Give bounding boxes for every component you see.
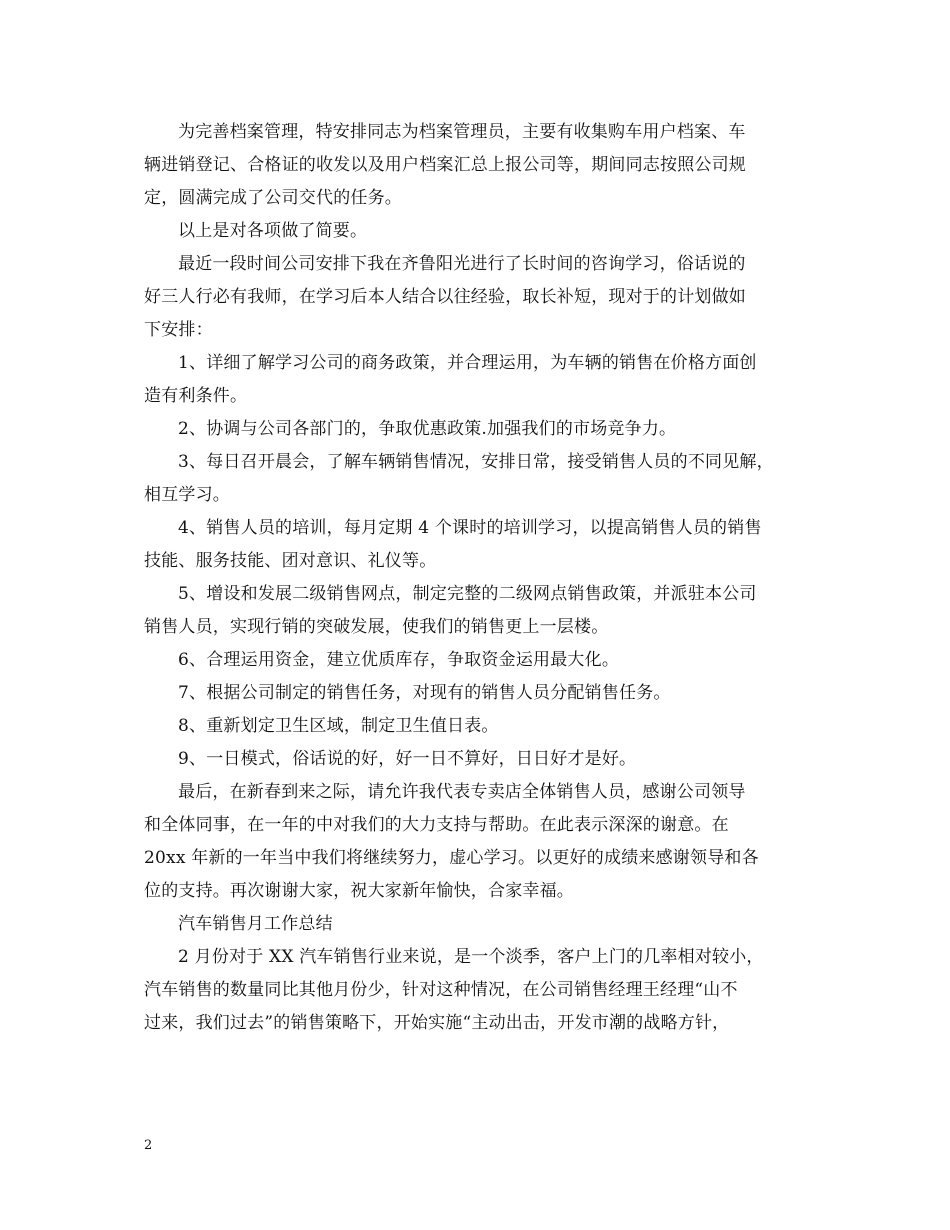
- text-line: 造有利条件。: [144, 386, 248, 406]
- text-line: 2、协调与公司各部门的，争取优惠政策.加强我们的市场竞争力。: [178, 419, 677, 439]
- text-line: 6、合理运用资金，建立优质库存，争取资金运用最大化。: [178, 650, 620, 670]
- text-line: 最后，在新春到来之际，请允许我代表专卖店全体销售人员，感谢公司领导: [178, 782, 746, 802]
- text-line: 辆进销登记、合格证的收发以及用户档案汇总上报公司等，期间同志按照公司规: [144, 155, 746, 175]
- text-line: 定，圆满完成了公司交代的任务。: [144, 188, 402, 208]
- text-line: 汽车销售的数量同比其他月份少，针对这种情况，在公司销售经理王经理“山不: [144, 980, 738, 1000]
- text-line: 以上是对各项做了简要。: [178, 221, 368, 241]
- text-line: 为完善档案管理，特安排同志为档案管理员，主要有收集购车用户档案、车: [178, 122, 746, 142]
- text-line: 和全体同事，在一年的中对我们的大力支持与帮助。在此表示深深的谢意。在: [144, 815, 729, 835]
- text-line: 销售人员，实现行销的突破发展，使我们的销售更上一层楼。: [144, 617, 609, 637]
- text-line: 2 月份对于 XX 汽车销售行业来说，是一个淡季，客户上门的几率相对较小，: [178, 947, 764, 967]
- text-line: 过来，我们过去”的销售策略下，开始实施“主动出击，开发市潮的战略方针，: [144, 1013, 730, 1033]
- document-body: [144, 116, 810, 1040]
- text-line: 汽车销售月工作总结: [178, 914, 333, 934]
- text-line: 9、一日模式，俗话说的好，好一日不算好，日日好才是好。: [178, 749, 637, 769]
- text-line: 好三人行必有我师，在学习后本人结合以往经验，取长补短，现对于的计划做如: [144, 287, 746, 307]
- text-line: 8、重新划定卫生区域，制定卫生值日表。: [178, 716, 499, 736]
- text-line: 最近一段时间公司安排下我在齐鲁阳光进行了长时间的咨询学习，俗话说的: [178, 254, 746, 274]
- text-line: 技能、服务技能、团对意识、礼仪等。: [144, 551, 437, 571]
- text-line: 7、根据公司制定的销售任务，对现有的销售人员分配销售任务。: [178, 683, 671, 703]
- text-line: 5、增设和发展二级销售网点，制定完整的二级网点销售政策，并派驻本公司: [178, 584, 757, 604]
- text-line: 3、每日召开晨会，了解车辆销售情况，安排日常，接受销售人员的不同见解，: [178, 452, 774, 472]
- text-line: 相互学习。: [144, 485, 230, 505]
- text-line: 20xx 年新的一年当中我们将继续努力，虚心学习。以更好的成绩来感谢领导和各: [144, 848, 759, 868]
- text-line: 下安排：: [144, 320, 213, 340]
- text-line: 1、详细了解学习公司的商务政策，并合理运用，为车辆的销售在价格方面创: [178, 353, 757, 373]
- text-line: 位的支持。再次谢谢大家，祝大家新年愉快，合家幸福。: [144, 881, 574, 901]
- text-line: 4、销售人员的培训，每月定期 4 个课时的培训学习，以提高销售人员的销售: [178, 518, 762, 538]
- page-number: 2: [144, 1138, 153, 1153]
